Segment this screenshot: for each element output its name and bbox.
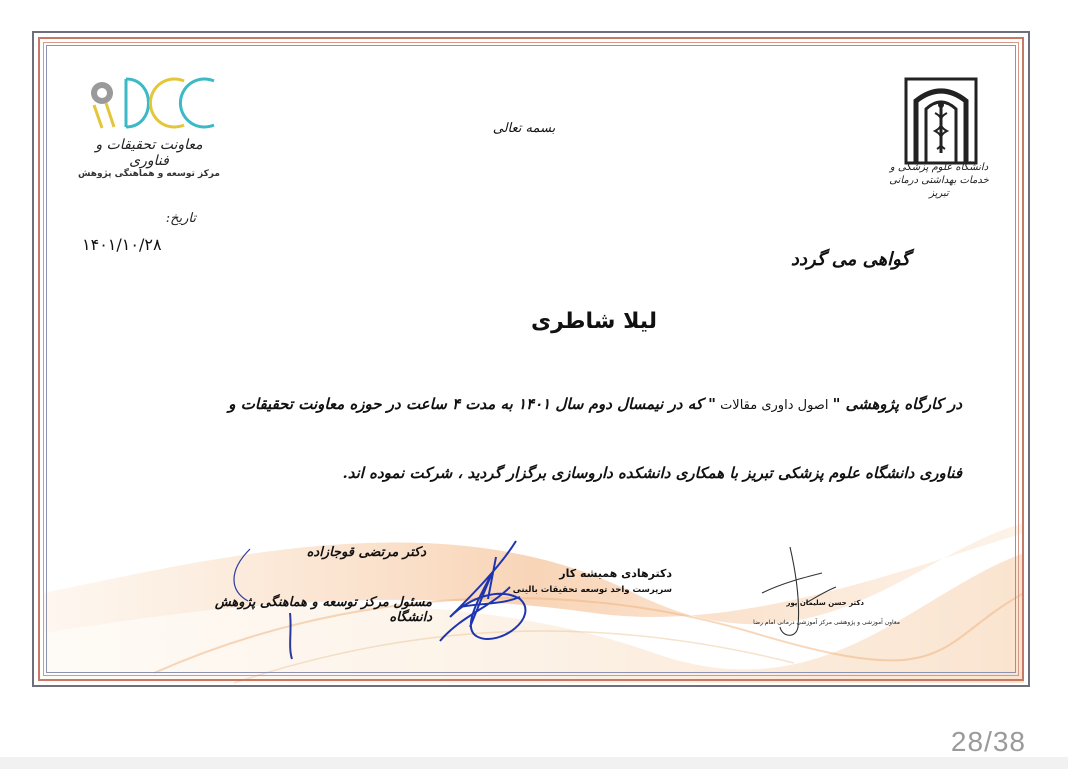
university-name: دانشگاه علوم پزشکی و خدمات بهداشتی درمانی تبریز xyxy=(889,162,989,199)
rdcc-logo xyxy=(86,73,216,133)
signature-3-title: معاون آموزشی و پژوهشی مرکز آموزشی درمانی امام رضا xyxy=(753,619,900,626)
page-counter: 28/38 xyxy=(950,726,1026,757)
signature-1-name: دکتر مرتضی قوجازاده xyxy=(306,545,426,560)
date-label: تاریخ: xyxy=(165,211,196,226)
signature-3-scribble xyxy=(756,543,846,643)
university-logo-icon xyxy=(902,73,980,173)
certificate xyxy=(32,31,1030,687)
rdcc-title: معاونت تحقیقات و فناوری xyxy=(95,137,203,169)
signature-1-title: مسئول مرکز توسعه و هماهنگی پژوهش دانشگاه xyxy=(214,595,432,625)
invocation: بسمه تعالی xyxy=(492,121,556,136)
recipient-name: لیلا شاطری xyxy=(530,309,658,334)
signature-1-scribble xyxy=(220,541,340,661)
certify-text: گواهی می گردد xyxy=(790,249,910,270)
date-value: ۱۴۰۱/۱۰/۲۸ xyxy=(82,235,162,254)
signature-2-title: سرپرست واحد توسعه تحقیقات بالینی xyxy=(512,585,672,595)
signature-2-name: دکترهادی همیشه کار xyxy=(559,567,672,580)
bottom-bar xyxy=(0,757,1068,769)
rdcc-subtitle: مرکز توسعه و هماهنگی پژوهش xyxy=(78,169,220,179)
body-line-2: فناوری دانشگاه علوم پزشکی تبریز با همکاری دانشکده داروسازی برگزار گردید ، شرکت نموده اند. xyxy=(342,464,962,482)
body-line-1-part-2: " که در نیمسال دوم سال ۱۴۰۱ به مدت ۴ ساعت در حوزه معاونت تحقیقات و xyxy=(228,395,716,413)
signature-3-name: دکتر حسن سلیمان پور xyxy=(786,599,864,607)
body-line-1 xyxy=(106,395,962,413)
workshop-name: اصول داوری مقالات xyxy=(715,398,833,413)
body-line-1-part-1: در کارگاه پژوهشی " xyxy=(832,395,962,413)
